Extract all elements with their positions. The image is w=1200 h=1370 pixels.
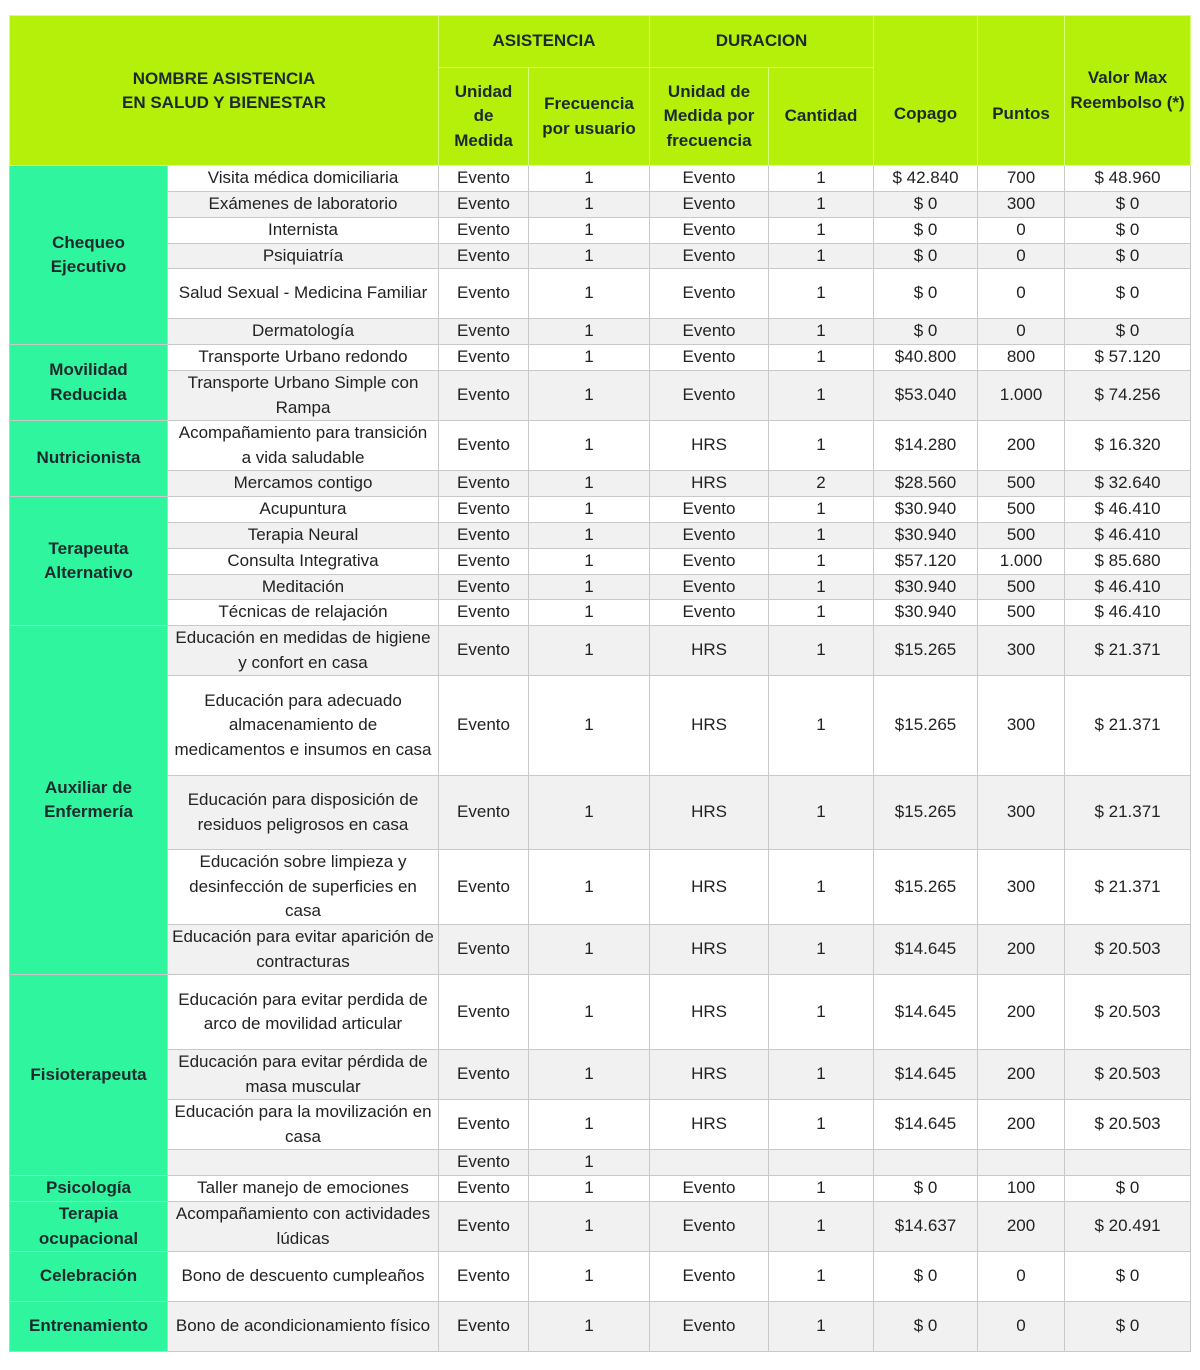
puntos-cell: 1.000 xyxy=(978,548,1065,574)
cantidad-cell: 1 xyxy=(769,1176,874,1202)
unidad-frecuencia-cell: Evento xyxy=(650,523,769,549)
frecuencia-cell: 1 xyxy=(529,371,650,421)
benefits-table-container xyxy=(9,15,1190,1352)
table-row xyxy=(10,1150,1191,1176)
header-cantidad: Cantidad xyxy=(769,68,874,166)
frecuencia-cell: 1 xyxy=(529,548,650,574)
copago-cell: $28.560 xyxy=(874,471,978,497)
cantidad-cell: 1 xyxy=(769,192,874,218)
frecuencia-cell: 1 xyxy=(529,345,650,371)
cantidad-cell: 1 xyxy=(769,1050,874,1100)
table-row xyxy=(10,850,1191,925)
puntos-cell: 300 xyxy=(978,192,1065,218)
puntos-cell: 0 xyxy=(978,319,1065,345)
service-name-cell: Bono de acondicionamiento físico xyxy=(168,1302,439,1352)
service-name-cell: Educación en medidas de higiene y confort en casa xyxy=(168,626,439,676)
unidad-medida-cell: Evento xyxy=(439,319,529,345)
unidad-medida-cell: Evento xyxy=(439,497,529,523)
service-name-cell: Meditación xyxy=(168,574,439,600)
puntos-cell: 200 xyxy=(978,1100,1065,1150)
service-name-cell: Salud Sexual - Medicina Familiar xyxy=(168,269,439,319)
valor-max-cell: $ 0 xyxy=(1065,269,1191,319)
puntos-cell: 200 xyxy=(978,1050,1065,1100)
frecuencia-cell: 1 xyxy=(529,243,650,269)
copago-cell: $30.940 xyxy=(874,574,978,600)
puntos-cell: 200 xyxy=(978,975,1065,1050)
copago-cell: $14.637 xyxy=(874,1202,978,1252)
cantidad-cell: 1 xyxy=(769,850,874,925)
table-row xyxy=(10,371,1191,421)
unidad-frecuencia-cell: Evento xyxy=(650,1252,769,1302)
table-row xyxy=(10,345,1191,371)
valor-max-cell: $ 20.503 xyxy=(1065,1100,1191,1150)
unidad-medida-cell: Evento xyxy=(439,523,529,549)
puntos-cell xyxy=(978,1150,1065,1176)
service-name-cell: Técnicas de relajación xyxy=(168,600,439,626)
unidad-frecuencia-cell: Evento xyxy=(650,371,769,421)
table-row xyxy=(10,548,1191,574)
puntos-cell: 500 xyxy=(978,600,1065,626)
table-row xyxy=(10,421,1191,471)
puntos-cell: 300 xyxy=(978,776,1065,850)
frecuencia-cell: 1 xyxy=(529,166,650,192)
copago-cell: $30.940 xyxy=(874,600,978,626)
valor-max-cell: $ 46.410 xyxy=(1065,497,1191,523)
puntos-cell: 0 xyxy=(978,243,1065,269)
service-name-cell: Transporte Urbano Simple con Rampa xyxy=(168,371,439,421)
category-cell: Fisioterapeuta xyxy=(10,975,168,1176)
unidad-medida-cell: Evento xyxy=(439,345,529,371)
table-row xyxy=(10,319,1191,345)
cantidad-cell: 2 xyxy=(769,471,874,497)
copago-cell: $ 0 xyxy=(874,192,978,218)
unidad-medida-cell: Evento xyxy=(439,421,529,471)
category-cell: Auxiliar de Enfermería xyxy=(10,626,168,975)
puntos-cell: 1.000 xyxy=(978,371,1065,421)
table-row xyxy=(10,166,1191,192)
cantidad-cell: 1 xyxy=(769,600,874,626)
unidad-medida-cell: Evento xyxy=(439,217,529,243)
cantidad-cell: 1 xyxy=(769,975,874,1050)
table-row xyxy=(10,1050,1191,1100)
unidad-frecuencia-cell: Evento xyxy=(650,319,769,345)
frecuencia-cell: 1 xyxy=(529,676,650,776)
frecuencia-cell: 1 xyxy=(529,269,650,319)
unidad-medida-cell: Evento xyxy=(439,1050,529,1100)
table-row xyxy=(10,626,1191,676)
valor-max-cell: $ 21.371 xyxy=(1065,676,1191,776)
copago-cell: $ 0 xyxy=(874,1302,978,1352)
copago-cell: $14.645 xyxy=(874,925,978,975)
category-cell: Terapeuta Alternativo xyxy=(10,497,168,626)
cantidad-cell: 1 xyxy=(769,371,874,421)
service-name-cell: Mercamos contigo xyxy=(168,471,439,497)
unidad-medida-cell: Evento xyxy=(439,850,529,925)
cantidad-cell: 1 xyxy=(769,319,874,345)
copago-cell: $ 42.840 xyxy=(874,166,978,192)
header-duracion: DURACION xyxy=(650,16,874,68)
valor-max-cell: $ 74.256 xyxy=(1065,371,1191,421)
service-name-cell: Bono de descuento cumpleaños xyxy=(168,1252,439,1302)
unidad-medida-cell: Evento xyxy=(439,776,529,850)
category-cell: Psicología xyxy=(10,1176,168,1202)
unidad-frecuencia-cell: Evento xyxy=(650,269,769,319)
service-name-cell: Acupuntura xyxy=(168,497,439,523)
table-row xyxy=(10,1202,1191,1252)
copago-cell: $30.940 xyxy=(874,523,978,549)
unidad-medida-cell: Evento xyxy=(439,269,529,319)
service-name-cell: Acompañamiento con actividades lúdicas xyxy=(168,1202,439,1252)
valor-max-cell: $ 0 xyxy=(1065,1302,1191,1352)
unidad-medida-cell: Evento xyxy=(439,975,529,1050)
unidad-frecuencia-cell: Evento xyxy=(650,217,769,243)
frecuencia-cell: 1 xyxy=(529,192,650,218)
frecuencia-cell: 1 xyxy=(529,626,650,676)
puntos-cell: 800 xyxy=(978,345,1065,371)
cantidad-cell: 1 xyxy=(769,345,874,371)
valor-max-cell: $ 85.680 xyxy=(1065,548,1191,574)
cantidad-cell: 1 xyxy=(769,217,874,243)
unidad-frecuencia-cell xyxy=(650,1150,769,1176)
service-name-cell: Educación para evitar aparición de contracturas xyxy=(168,925,439,975)
unidad-frecuencia-cell: Evento xyxy=(650,548,769,574)
cantidad-cell: 1 xyxy=(769,925,874,975)
valor-max-cell: $ 46.410 xyxy=(1065,523,1191,549)
table-body xyxy=(10,166,1191,1352)
frecuencia-cell: 1 xyxy=(529,523,650,549)
unidad-frecuencia-cell: Evento xyxy=(650,192,769,218)
table-header xyxy=(10,16,1191,166)
frecuencia-cell: 1 xyxy=(529,600,650,626)
unidad-medida-cell: Evento xyxy=(439,925,529,975)
frecuencia-cell: 1 xyxy=(529,975,650,1050)
valor-max-cell: $ 0 xyxy=(1065,319,1191,345)
frecuencia-cell: 1 xyxy=(529,1150,650,1176)
service-name-cell: Transporte Urbano redondo xyxy=(168,345,439,371)
copago-cell: $14.645 xyxy=(874,975,978,1050)
copago-cell: $ 0 xyxy=(874,217,978,243)
puntos-cell: 200 xyxy=(978,421,1065,471)
valor-max-cell xyxy=(1065,1150,1191,1176)
service-name-cell: Terapia Neural xyxy=(168,523,439,549)
valor-max-cell: $ 20.503 xyxy=(1065,925,1191,975)
puntos-cell: 200 xyxy=(978,925,1065,975)
table-row xyxy=(10,497,1191,523)
puntos-cell: 500 xyxy=(978,523,1065,549)
frecuencia-cell: 1 xyxy=(529,1302,650,1352)
cantidad-cell: 1 xyxy=(769,574,874,600)
puntos-cell: 300 xyxy=(978,676,1065,776)
puntos-cell: 0 xyxy=(978,1302,1065,1352)
header-asistencia: ASISTENCIA xyxy=(439,16,650,68)
unidad-medida-cell: Evento xyxy=(439,574,529,600)
unidad-medida-cell: Evento xyxy=(439,600,529,626)
service-name-cell: Educación para disposición de residuos peligrosos en casa xyxy=(168,776,439,850)
service-name-cell: Consulta Integrativa xyxy=(168,548,439,574)
unidad-frecuencia-cell: HRS xyxy=(650,975,769,1050)
cantidad-cell: 1 xyxy=(769,497,874,523)
service-name-cell: Educación sobre limpieza y desinfección de superficies en casa xyxy=(168,850,439,925)
header-unidad-medida-frecuencia: Unidad de Medida por frecuencia xyxy=(650,68,769,166)
copago-cell: $ 0 xyxy=(874,1176,978,1202)
service-name-cell: Taller manejo de emociones xyxy=(168,1176,439,1202)
cantidad-cell: 1 xyxy=(769,548,874,574)
copago-cell: $14.280 xyxy=(874,421,978,471)
unidad-frecuencia-cell: HRS xyxy=(650,1050,769,1100)
service-name-cell: Educación para evitar pérdida de masa muscular xyxy=(168,1050,439,1100)
unidad-medida-cell: Evento xyxy=(439,626,529,676)
table-row xyxy=(10,1176,1191,1202)
unidad-frecuencia-cell: HRS xyxy=(650,626,769,676)
cantidad-cell: 1 xyxy=(769,626,874,676)
header-name-line2: EN SALUD Y BIENESTAR xyxy=(121,92,327,112)
copago-cell: $57.120 xyxy=(874,548,978,574)
puntos-cell: 700 xyxy=(978,166,1065,192)
benefits-table xyxy=(9,15,1191,1352)
puntos-cell: 100 xyxy=(978,1176,1065,1202)
unidad-frecuencia-cell: HRS xyxy=(650,925,769,975)
valor-max-cell: $ 0 xyxy=(1065,243,1191,269)
category-cell: Nutricionista xyxy=(10,421,168,497)
unidad-frecuencia-cell: Evento xyxy=(650,1176,769,1202)
cantidad-cell: 1 xyxy=(769,166,874,192)
frecuencia-cell: 1 xyxy=(529,925,650,975)
table-row xyxy=(10,600,1191,626)
copago-cell: $30.940 xyxy=(874,497,978,523)
copago-cell xyxy=(874,1150,978,1176)
cantidad-cell: 1 xyxy=(769,1252,874,1302)
service-name-cell: Psiquiatría xyxy=(168,243,439,269)
puntos-cell: 300 xyxy=(978,626,1065,676)
category-cell: Chequeo Ejecutivo xyxy=(10,166,168,345)
frecuencia-cell: 1 xyxy=(529,776,650,850)
valor-max-cell: $ 16.320 xyxy=(1065,421,1191,471)
unidad-medida-cell: Evento xyxy=(439,192,529,218)
table-row xyxy=(10,676,1191,776)
unidad-frecuencia-cell: Evento xyxy=(650,497,769,523)
table-row xyxy=(10,192,1191,218)
frecuencia-cell: 1 xyxy=(529,217,650,243)
unidad-medida-cell: Evento xyxy=(439,1176,529,1202)
unidad-frecuencia-cell: HRS xyxy=(650,676,769,776)
header-puntos: Puntos xyxy=(978,16,1065,166)
valor-max-cell: $ 20.503 xyxy=(1065,975,1191,1050)
cantidad-cell: 1 xyxy=(769,269,874,319)
cantidad-cell: 1 xyxy=(769,1202,874,1252)
valor-max-cell: $ 0 xyxy=(1065,1252,1191,1302)
frecuencia-cell: 1 xyxy=(529,471,650,497)
unidad-medida-cell: Evento xyxy=(439,1252,529,1302)
copago-cell: $14.645 xyxy=(874,1100,978,1150)
unidad-medida-cell: Evento xyxy=(439,371,529,421)
frecuencia-cell: 1 xyxy=(529,1252,650,1302)
service-name-cell: Educación para la movilización en casa xyxy=(168,1100,439,1150)
cantidad-cell: 1 xyxy=(769,1100,874,1150)
frecuencia-cell: 1 xyxy=(529,497,650,523)
valor-max-cell: $ 0 xyxy=(1065,192,1191,218)
unidad-frecuencia-cell: Evento xyxy=(650,243,769,269)
unidad-frecuencia-cell: Evento xyxy=(650,1202,769,1252)
frecuencia-cell: 1 xyxy=(529,1176,650,1202)
header-copago: Copago xyxy=(874,16,978,166)
unidad-frecuencia-cell: Evento xyxy=(650,600,769,626)
unidad-frecuencia-cell: HRS xyxy=(650,421,769,471)
table-row xyxy=(10,975,1191,1050)
frecuencia-cell: 1 xyxy=(529,421,650,471)
table-row xyxy=(10,776,1191,850)
header-name-line1: NOMBRE ASISTENCIA xyxy=(132,68,316,88)
valor-max-cell: $ 57.120 xyxy=(1065,345,1191,371)
unidad-frecuencia-cell: HRS xyxy=(650,850,769,925)
unidad-frecuencia-cell: HRS xyxy=(650,1100,769,1150)
service-name-cell: Dermatología xyxy=(168,319,439,345)
unidad-frecuencia-cell: HRS xyxy=(650,471,769,497)
unidad-frecuencia-cell: Evento xyxy=(650,1302,769,1352)
table-row xyxy=(10,1252,1191,1302)
unidad-medida-cell: Evento xyxy=(439,471,529,497)
cantidad-cell: 1 xyxy=(769,243,874,269)
copago-cell: $15.265 xyxy=(874,626,978,676)
table-row xyxy=(10,243,1191,269)
valor-max-cell: $ 21.371 xyxy=(1065,626,1191,676)
unidad-frecuencia-cell: Evento xyxy=(650,345,769,371)
unidad-medida-cell: Evento xyxy=(439,676,529,776)
frecuencia-cell: 1 xyxy=(529,319,650,345)
service-name-cell: Internista xyxy=(168,217,439,243)
frecuencia-cell: 1 xyxy=(529,1050,650,1100)
copago-cell: $14.645 xyxy=(874,1050,978,1100)
unidad-medida-cell: Evento xyxy=(439,1150,529,1176)
unidad-medida-cell: Evento xyxy=(439,548,529,574)
header-unidad-medida: Unidad de Medida xyxy=(439,68,529,166)
table-row xyxy=(10,1302,1191,1352)
category-cell: Celebración xyxy=(10,1252,168,1302)
table-row xyxy=(10,574,1191,600)
valor-max-cell: $ 48.960 xyxy=(1065,166,1191,192)
table-row xyxy=(10,269,1191,319)
unidad-frecuencia-cell: HRS xyxy=(650,776,769,850)
valor-max-cell: $ 20.491 xyxy=(1065,1202,1191,1252)
table-row xyxy=(10,217,1191,243)
copago-cell: $ 0 xyxy=(874,1252,978,1302)
header-nombre-asistencia xyxy=(10,16,439,166)
unidad-medida-cell: Evento xyxy=(439,243,529,269)
puntos-cell: 500 xyxy=(978,471,1065,497)
category-cell: Entrenamiento xyxy=(10,1302,168,1352)
table-row xyxy=(10,471,1191,497)
puntos-cell: 300 xyxy=(978,850,1065,925)
service-name-cell: Acompañamiento para transición a vida saludable xyxy=(168,421,439,471)
cantidad-cell: 1 xyxy=(769,523,874,549)
cantidad-cell xyxy=(769,1150,874,1176)
cantidad-cell: 1 xyxy=(769,1302,874,1352)
cantidad-cell: 1 xyxy=(769,776,874,850)
unidad-medida-cell: Evento xyxy=(439,166,529,192)
frecuencia-cell: 1 xyxy=(529,1202,650,1252)
puntos-cell: 0 xyxy=(978,1252,1065,1302)
unidad-medida-cell: Evento xyxy=(439,1302,529,1352)
puntos-cell: 500 xyxy=(978,497,1065,523)
category-cell: Movilidad Reducida xyxy=(10,345,168,421)
cantidad-cell: 1 xyxy=(769,676,874,776)
table-row xyxy=(10,1100,1191,1150)
valor-max-cell: $ 46.410 xyxy=(1065,600,1191,626)
valor-max-cell: $ 32.640 xyxy=(1065,471,1191,497)
service-name-cell: Exámenes de laboratorio xyxy=(168,192,439,218)
frecuencia-cell: 1 xyxy=(529,850,650,925)
unidad-medida-cell: Evento xyxy=(439,1100,529,1150)
table-row xyxy=(10,523,1191,549)
copago-cell: $53.040 xyxy=(874,371,978,421)
copago-cell: $ 0 xyxy=(874,243,978,269)
puntos-cell: 200 xyxy=(978,1202,1065,1252)
copago-cell: $15.265 xyxy=(874,850,978,925)
service-name-cell: Educación para evitar perdida de arco de movilidad articular xyxy=(168,975,439,1050)
valor-max-cell: $ 21.371 xyxy=(1065,776,1191,850)
copago-cell: $40.800 xyxy=(874,345,978,371)
header-valor-max: Valor Max Reembolso (*) xyxy=(1065,16,1191,166)
copago-cell: $15.265 xyxy=(874,776,978,850)
category-cell: Terapia ocupacional xyxy=(10,1202,168,1252)
unidad-medida-cell: Evento xyxy=(439,1202,529,1252)
valor-max-cell: $ 20.503 xyxy=(1065,1050,1191,1100)
puntos-cell: 0 xyxy=(978,269,1065,319)
unidad-frecuencia-cell: Evento xyxy=(650,574,769,600)
frecuencia-cell: 1 xyxy=(529,1100,650,1150)
header-frecuencia-usuario: Frecuencia por usuario xyxy=(529,68,650,166)
service-name-cell: Educación para adecuado almacenamiento de medicamentos e insumos en casa xyxy=(168,676,439,776)
valor-max-cell: $ 0 xyxy=(1065,217,1191,243)
unidad-frecuencia-cell: Evento xyxy=(650,166,769,192)
puntos-cell: 0 xyxy=(978,217,1065,243)
copago-cell: $15.265 xyxy=(874,676,978,776)
puntos-cell: 500 xyxy=(978,574,1065,600)
copago-cell: $ 0 xyxy=(874,319,978,345)
copago-cell: $ 0 xyxy=(874,269,978,319)
service-name-cell xyxy=(168,1150,439,1176)
table-row xyxy=(10,925,1191,975)
valor-max-cell: $ 46.410 xyxy=(1065,574,1191,600)
service-name-cell: Visita médica domiciliaria xyxy=(168,166,439,192)
frecuencia-cell: 1 xyxy=(529,574,650,600)
cantidad-cell: 1 xyxy=(769,421,874,471)
valor-max-cell: $ 21.371 xyxy=(1065,850,1191,925)
valor-max-cell: $ 0 xyxy=(1065,1176,1191,1202)
